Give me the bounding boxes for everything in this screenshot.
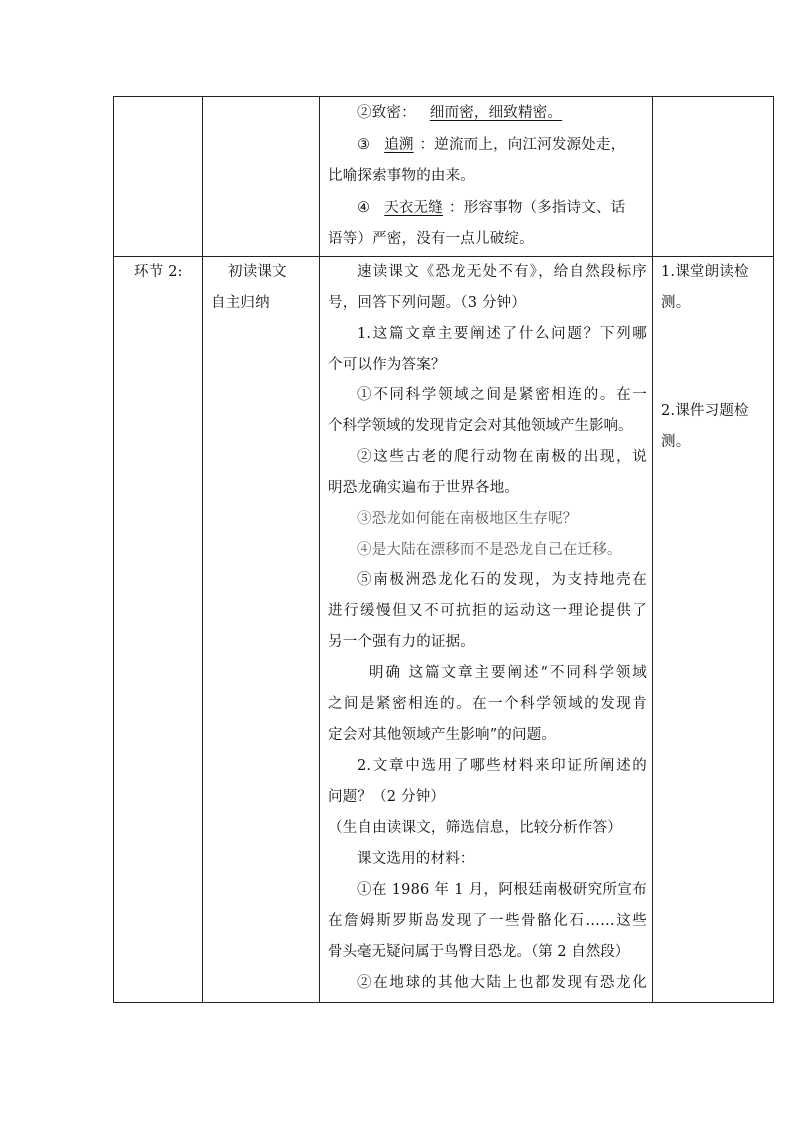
answer-clarification-continued: 定会对其他领域产生影响”的问题。 xyxy=(328,727,557,743)
materials-heading: 课文选用的材料： xyxy=(357,851,475,867)
activity-line: 号，回答下列问题。（3 分钟） xyxy=(328,295,527,311)
option-2: ②这些古老的爬行动物在南极的出现，说 xyxy=(357,449,647,465)
assessment-item: 2.课件习题检 xyxy=(661,403,749,419)
student-activity-note: （生自由读课文，筛选信息，比较分析作答） xyxy=(328,820,622,836)
material-2: ②在地球的其他大陆上也都发现有恐龙化 xyxy=(357,975,647,991)
question-2: 2.文章中选用了哪些材料来印证所阐述的 xyxy=(357,758,647,774)
stage-title-line: 初读课文 xyxy=(228,264,287,280)
vocab-definition: ：逆流而上，向江河发源处走， xyxy=(419,137,626,153)
option-5: ⑤南极洲恐龙化石的发现，为支持地壳在 xyxy=(357,572,647,588)
vocab-number: ③ xyxy=(357,137,371,153)
option-2-continued: 明恐龙确实遍布于世界各地。 xyxy=(328,480,520,496)
column-divider xyxy=(652,97,653,1002)
answer-clarification-continued: 之间是紧密相连的。在一个科学领域的发现肯 xyxy=(328,696,647,712)
assessment-item-continued: 测。 xyxy=(661,434,691,450)
option-3: ③恐龙如何能在南极地区生存呢？ xyxy=(357,511,578,527)
option-1: ①不同科学领域之间是紧密相连的。在一 xyxy=(357,387,647,403)
option-4: ④是大陆在漂移而不是恐龙自己在迁移。 xyxy=(357,542,622,558)
row-divider xyxy=(114,256,773,257)
question-1: 1.这篇文章主要阐述了什么问题？下列哪 xyxy=(357,326,647,342)
question-2-continued: 问题？（2 分钟） xyxy=(328,789,446,805)
vocab-item-zhuisu xyxy=(357,135,625,155)
assessment-item-continued: 测。 xyxy=(661,295,691,311)
question-1-continued: 个可以作为答案？ xyxy=(328,357,446,373)
column-divider xyxy=(202,97,203,1002)
option-5-continued: 进行缓慢但又不可抗拒的运动这一理论提供了 xyxy=(328,603,647,619)
stage-label: 环节 2: xyxy=(134,264,183,280)
vocab-term: 天衣无缝 xyxy=(384,200,444,216)
vocab-definition-continued: 语等）严密，没有一点儿破绽。 xyxy=(328,231,534,247)
stage-title-line: 自主归纳 xyxy=(211,295,270,311)
vocab-term: 追溯 xyxy=(384,137,414,153)
material-1-continued: 在詹姆斯罗斯岛发现了一些骨骼化石……这些 xyxy=(328,913,647,929)
lesson-plan-table xyxy=(113,96,774,1003)
vocab-item-zhimi xyxy=(357,103,562,123)
vocab-label: ②致密： xyxy=(357,105,416,121)
answer-clarification: 明确 这篇文章主要阐述“不同科学领域 xyxy=(369,665,647,681)
material-1: ①在 1986 年 1 月，阿根廷南极研究所宣布 xyxy=(357,882,647,898)
assessment-item: 1.课堂朗读检 xyxy=(661,264,749,280)
vocab-definition: ：形容事物（多指诗文、话 xyxy=(449,200,626,216)
material-1-continued: 骨头毫无疑问属于鸟臀目恐龙。（第 2 自然段） xyxy=(328,944,630,960)
vocab-item-tianyiwufeng xyxy=(357,198,625,218)
vocab-number: ④ xyxy=(357,200,371,216)
column-divider xyxy=(319,97,320,1002)
option-5-continued: 另一个强有力的证据。 xyxy=(328,634,475,650)
activity-line: 速读课文《恐龙无处不有》，给自然段标序 xyxy=(357,264,647,280)
vocab-definition-continued: 比喻探索事物的由来。 xyxy=(328,168,475,184)
vocab-definition: 细而密，细致精密。 xyxy=(429,105,563,121)
option-1-continued: 个科学领域的发现肯定会对其他领域产生影响。 xyxy=(328,418,633,434)
